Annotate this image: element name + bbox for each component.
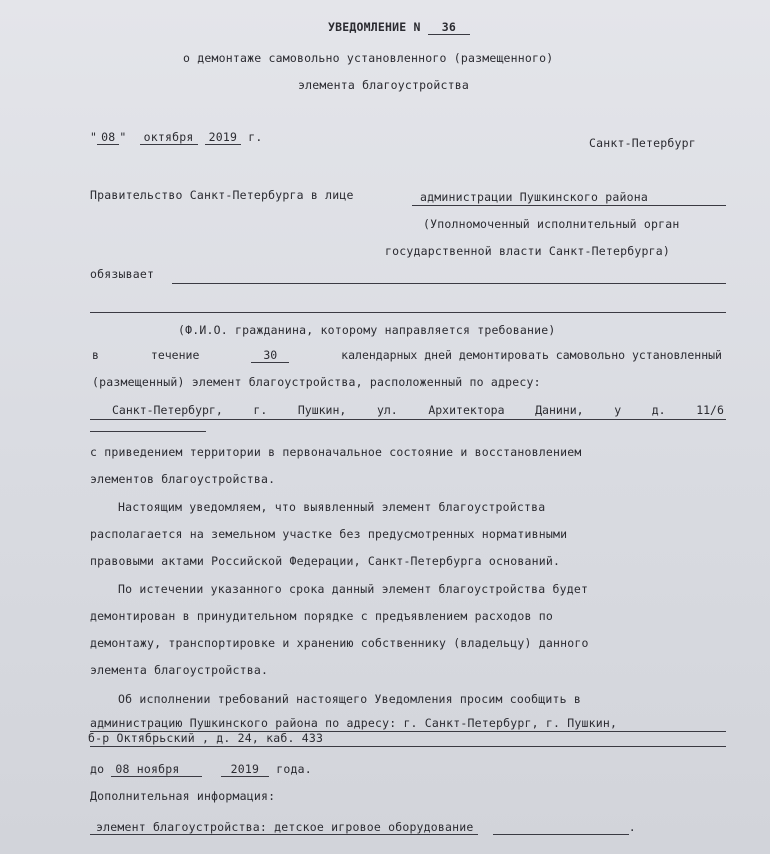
address-part: Пушкин, <box>297 403 347 417</box>
city: Санкт-Петербург <box>589 136 696 150</box>
address-underline <box>90 419 726 420</box>
notice-line-1: Настоящим уведомляем, что выявленный элемент благоустройства <box>118 500 546 514</box>
notice-subtitle-1: о демонтаже самовольно установленного (размещенного) <box>183 51 554 65</box>
address-part: ул. <box>376 403 398 417</box>
expiry-line-4: элемента благоустройства. <box>90 663 269 677</box>
address-line <box>112 403 724 417</box>
date-line: " 08 " октября 2019 г. <box>90 130 263 144</box>
term-line-1 <box>92 348 722 363</box>
authority-prefix: Правительство Санкт-Петербурга в лице <box>90 188 354 202</box>
term-word-2: течение <box>150 348 200 362</box>
notice-title <box>328 20 470 34</box>
obligates-underline-1 <box>172 283 726 284</box>
authority-name: администрации Пушкинского района <box>420 190 648 204</box>
term-line-2: (размещенный) элемент благоустройства, расположенный по адресу: <box>92 375 541 389</box>
term-word-1: в <box>92 348 99 362</box>
address-part: д. <box>651 403 666 417</box>
until-label: до <box>90 762 105 776</box>
date-suffix: г. <box>248 130 263 144</box>
until-year: 2019 <box>221 762 270 777</box>
term-rest: календарных дней демонтировать самовольно установленный <box>341 348 722 362</box>
date-day: 08 <box>97 130 119 145</box>
report-line-2: администрацию Пушкинского района по адресу: г. Санкт-Петербург, г. Пушкин, <box>90 716 618 730</box>
additional-info <box>90 820 636 835</box>
notice-line-2: располагается на земельном участке без предусмотренных нормативными <box>90 527 568 541</box>
address-part: Архитектора <box>428 403 505 417</box>
notice-line-3: правовыми актами Российской Федерации, Санкт-Петербурга оснований. <box>90 554 561 568</box>
report-line-3: б-р Октябрьский , д. 24, каб. 433 <box>88 731 324 745</box>
expiry-line-1: По истечении указанного срока данный элемент благоустройства будет <box>118 582 589 596</box>
expiry-line-2: демонтирован в принудительном порядке с предъявлением расходов по <box>90 609 554 623</box>
address-part: 11/6 <box>696 403 724 417</box>
expiry-line-3: демонтажу, транспортировке и хранению собственнику (владельцу) данного <box>90 636 589 650</box>
address-part: г. <box>253 403 268 417</box>
notice-number: 36 <box>428 20 470 35</box>
restore-line-2: элементов благоустройства. <box>90 472 276 486</box>
additional-label: Дополнительная информация: <box>90 789 276 803</box>
obligates-caption: (Ф.И.О. гражданина, которому направляется требование) <box>178 323 556 337</box>
report-underline-2 <box>90 746 726 747</box>
obligates-label: обязывает <box>90 267 155 281</box>
authority-caption-2: государственной власти Санкт-Петербурга) <box>385 244 670 258</box>
address-part: у <box>614 403 622 417</box>
restore-line-1: с приведением территории в первоначальное состояние и восстановлением <box>90 445 582 459</box>
until-suffix: года. <box>276 762 312 776</box>
additional-value: элемент благоустройства: детское игровое оборудование <box>90 820 478 835</box>
notice-subtitle-2: элемента благоустройства <box>298 78 469 92</box>
address-part: Данини, <box>535 403 584 417</box>
report-line-1: Об исполнении требований настоящего Уведомления просим сообщить в <box>118 692 582 706</box>
until-line <box>90 762 312 776</box>
address-part: Санкт-Петербург, <box>112 403 223 417</box>
date-month: октября <box>140 130 198 145</box>
term-days: 30 <box>251 348 289 363</box>
additional-blank <box>493 820 629 835</box>
until-date: 08 ноября <box>111 762 201 777</box>
notice-title-text: УВЕДОМЛЕНИЕ N <box>328 20 421 34</box>
authority-underline <box>412 205 726 206</box>
address-underline-2 <box>90 431 206 432</box>
date-year: 2019 <box>205 130 242 145</box>
authority-caption-1: (Уполномоченный исполнительный орган <box>423 217 680 231</box>
additional-end: . <box>628 820 636 834</box>
obligates-underline-2 <box>90 312 726 313</box>
